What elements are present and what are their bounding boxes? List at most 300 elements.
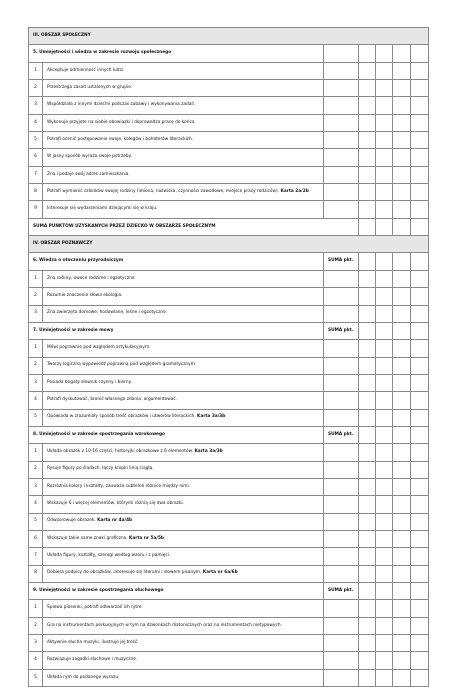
item-text: Potrafi wymienić członków swojej rodziny (imiona, nazwiska, czynności zawodowe, miejsce pracy rodziców). [47,188,280,194]
score-box[interactable] [359,305,376,322]
score-box [359,253,376,270]
item-spacer [324,374,359,391]
score-box[interactable] [376,409,393,426]
item-spacer [324,530,359,547]
item-description [43,409,324,426]
item-number: 5 [29,513,43,530]
item-description [43,496,324,513]
item-description [43,166,324,183]
score-box[interactable] [359,80,376,97]
category-title: 6. Wiedza o otoczeniu przyrodniczym [29,253,324,270]
score-box[interactable] [359,218,376,235]
score-box [411,322,429,339]
item-spacer [324,149,359,166]
score-box[interactable] [411,374,429,391]
score-box[interactable] [359,374,376,391]
item-description [43,461,324,478]
score-box[interactable] [393,600,411,617]
item-spacer [324,132,359,149]
item-number: 8 [29,184,43,201]
score-box[interactable] [359,340,376,357]
score-box[interactable] [359,149,376,166]
item-description [43,530,324,547]
item-spacer [324,201,359,218]
score-box[interactable] [411,305,429,322]
score-box [376,583,393,600]
item-description [43,444,324,461]
item-number: 3 [29,478,43,495]
score-box[interactable] [359,600,376,617]
item-spacer [324,617,359,634]
score-box[interactable] [411,461,429,478]
score-box[interactable] [393,80,411,97]
category-title: 7. Umiejętności w zakresie mowy [29,322,324,339]
item-description [43,270,324,287]
item-text: Potrafi dyskutować, bronić własnego zdania, argumentować. [47,397,178,403]
criteria-row [29,461,429,478]
item-number: 3 [29,374,43,391]
score-box [359,322,376,339]
score-box[interactable] [411,149,429,166]
criteria-row [29,565,429,582]
score-box [393,583,411,600]
item-spacer [324,496,359,513]
item-number: 1 [29,600,43,617]
item-text: Potrafi ocenić postępowanie swoje, kolegów i bohaterów literackich. [47,136,194,142]
score-box[interactable] [411,80,429,97]
category-title: 9. Umiejętności w zakresie spostrzegania słuchowego [29,583,324,600]
item-number: 7 [29,548,43,565]
score-box[interactable] [359,288,376,305]
score-box[interactable] [393,478,411,495]
category-header-row [29,45,429,62]
score-box [393,45,411,62]
score-box[interactable] [376,80,393,97]
item-number: 8 [29,565,43,582]
category-title: 5. Umiejętności i wiedza w zakresie rozwoju społecznego [29,45,324,62]
item-text: Układa rym do podanego wyrazu. [47,674,120,680]
item-text: Rozróżnia kolory i kształty, zauważa subtelne różnice między nimi. [47,483,191,489]
score-box[interactable] [376,149,393,166]
score-box[interactable] [376,461,393,478]
criteria-row [29,635,429,652]
item-number: 2 [29,617,43,634]
score-box [393,322,411,339]
criteria-row [29,80,429,97]
item-description [43,62,324,79]
area-total-label: SUMA PUNKTÓW UZYSKANYCH PRZEZ DZIECKO W OBSZARZE SPOŁECZNYM [29,218,359,235]
item-spacer [324,669,359,686]
item-text: W jasny sposób wyraża swoje potrzeby. [47,154,132,160]
score-box[interactable] [359,184,376,201]
item-text: Zna zwierzęta domowe, hodowlane, leśne i egzotyczne. [47,310,168,316]
item-number: 1 [29,62,43,79]
score-box[interactable] [393,392,411,409]
worksheet-reference: Karta 3a/3b [194,449,223,455]
score-box[interactable] [393,305,411,322]
score-box [376,45,393,62]
score-box[interactable] [359,357,376,374]
criteria-row [29,669,429,686]
score-box[interactable] [393,166,411,183]
criteria-row [29,270,429,287]
worksheet-reference: Karta 3a/3b [197,414,226,420]
worksheet-reference: Karta nr 4a/4b [97,518,133,524]
criteria-row [29,617,429,634]
item-spacer [324,444,359,461]
score-box[interactable] [411,392,429,409]
score-box[interactable] [393,357,411,374]
item-text: Tworzy logiczną wypowiedź poprawną pod względem gramatycznym. [47,362,197,368]
score-box [359,426,376,443]
score-box[interactable] [393,548,411,565]
category-header-row [29,583,429,600]
worksheet-reference: Karta 2a/2b [280,188,309,194]
category-sum-label: SUMA pkt. [324,426,359,443]
item-text: Zna rośliny, owoce rodzime i egzotyczne. [47,275,136,281]
item-description [43,357,324,374]
score-box[interactable] [359,496,376,513]
criteria-row [29,496,429,513]
criteria-row [29,357,429,374]
item-spacer [324,409,359,426]
item-text: Śpiewa piosenki, potrafi odtwarzać ich rytm. [47,605,143,611]
item-description [43,600,324,617]
score-box[interactable] [376,496,393,513]
score-box[interactable] [376,166,393,183]
score-box[interactable] [376,565,393,582]
score-box[interactable] [359,201,376,218]
score-box[interactable] [359,530,376,547]
score-box[interactable] [411,201,429,218]
score-box[interactable] [359,270,376,287]
item-text: Rysuje figury po śladach, łączy kropki linią ciągłą. [47,466,154,472]
score-box[interactable] [393,374,411,391]
item-number: 4 [29,496,43,513]
section-title: IV. OBSZAR POZNAWCZY [29,236,429,253]
score-box[interactable] [411,132,429,149]
score-box[interactable] [393,62,411,79]
score-box[interactable] [359,669,376,686]
score-box[interactable] [393,530,411,547]
section-header-row [29,236,429,253]
item-description [43,114,324,131]
score-box[interactable] [359,548,376,565]
score-box[interactable] [393,149,411,166]
score-box[interactable] [376,270,393,287]
item-description [43,548,324,565]
score-box[interactable] [376,97,393,114]
score-box[interactable] [376,357,393,374]
score-box[interactable] [359,652,376,669]
score-box[interactable] [359,444,376,461]
item-number: 3 [29,97,43,114]
criteria-row [29,149,429,166]
criteria-row [29,132,429,149]
score-box[interactable] [359,513,376,530]
item-number: 3 [29,635,43,652]
score-box[interactable] [376,340,393,357]
score-box[interactable] [376,305,393,322]
score-box[interactable] [393,617,411,634]
score-box[interactable] [359,478,376,495]
score-box[interactable] [411,530,429,547]
category-sum-label: SUMA pkt. [324,322,359,339]
category-header-row [29,322,429,339]
item-description [43,669,324,686]
score-box[interactable] [359,409,376,426]
score-box[interactable] [376,184,393,201]
score-box [376,253,393,270]
score-box[interactable] [411,548,429,565]
item-description [43,652,324,669]
item-spacer [324,80,359,97]
item-spacer [324,305,359,322]
worksheet-reference: Karta nr 6a/6b [202,570,238,576]
score-box[interactable] [376,617,393,634]
item-number: 3 [29,305,43,322]
score-box[interactable] [393,496,411,513]
item-spacer [324,166,359,183]
item-description [43,288,324,305]
score-box[interactable] [411,478,429,495]
criteria-row [29,409,429,426]
score-box[interactable] [393,340,411,357]
item-spacer [324,548,359,565]
category-sum-label: SUMA pkt. [324,253,359,270]
item-number: 1 [29,270,43,287]
score-box [393,426,411,443]
criteria-row [29,530,429,547]
score-box[interactable] [393,444,411,461]
score-box[interactable] [376,392,393,409]
assessment-form-table [28,27,429,687]
score-box[interactable] [393,461,411,478]
score-box[interactable] [376,600,393,617]
item-text: Rozumie znaczenie słowa ekologia. [47,292,123,298]
criteria-row [29,288,429,305]
score-box [359,583,376,600]
score-box[interactable] [411,218,429,235]
score-box[interactable] [376,652,393,669]
score-box[interactable] [393,218,411,235]
item-text: Posiada bogaty słownik czynny i bierny. [47,379,132,385]
criteria-row [29,444,429,461]
item-spacer [324,513,359,530]
category-sum-label: SUMA pkt. [324,583,359,600]
score-box[interactable] [393,270,411,287]
item-description [43,392,324,409]
score-box[interactable] [376,114,393,131]
item-number: 5 [29,132,43,149]
item-description [43,565,324,582]
score-box[interactable] [359,635,376,652]
item-spacer [324,652,359,669]
item-text: Rozwiązuje zagadki słuchowe i muzyczne. [47,657,138,663]
criteria-row [29,305,429,322]
score-box[interactable] [359,392,376,409]
item-spacer [324,340,359,357]
score-box[interactable] [376,530,393,547]
section-title: III. OBSZAR SPOŁECZNY [29,28,429,45]
score-box[interactable] [411,565,429,582]
criteria-row [29,600,429,617]
score-box[interactable] [359,62,376,79]
item-spacer [324,62,359,79]
item-spacer [324,288,359,305]
item-spacer [324,392,359,409]
item-spacer [324,461,359,478]
score-box [411,583,429,600]
score-box[interactable] [411,62,429,79]
score-box[interactable] [393,114,411,131]
score-box[interactable] [411,617,429,634]
score-box[interactable] [393,565,411,582]
score-box[interactable] [411,184,429,201]
criteria-row [29,201,429,218]
score-box[interactable] [411,600,429,617]
item-number: 2 [29,357,43,374]
item-number: 1 [29,340,43,357]
score-box[interactable] [376,444,393,461]
item-spacer [324,635,359,652]
item-text: Układa figury, kształty, szeregi według wzoru i z pamięci. [47,553,171,559]
item-description [43,132,324,149]
score-box [411,426,429,443]
score-box [393,253,411,270]
criteria-row [29,652,429,669]
score-box[interactable] [411,357,429,374]
item-description [43,478,324,495]
score-box[interactable] [359,166,376,183]
score-box[interactable] [359,132,376,149]
item-description [43,513,324,530]
item-description [43,201,324,218]
score-box[interactable] [376,132,393,149]
score-box[interactable] [393,669,411,686]
item-number: 5 [29,409,43,426]
score-box[interactable] [411,496,429,513]
item-description [43,149,324,166]
criteria-row [29,374,429,391]
score-box[interactable] [393,97,411,114]
item-description [43,635,324,652]
score-box[interactable] [411,669,429,686]
score-box[interactable] [359,461,376,478]
score-box[interactable] [393,184,411,201]
worksheet-reference: Karta nr 5a/5b [129,535,165,541]
score-box[interactable] [376,218,393,235]
score-box[interactable] [411,513,429,530]
score-box[interactable] [411,409,429,426]
item-number: 5 [29,669,43,686]
criteria-row [29,166,429,183]
score-box[interactable] [393,132,411,149]
score-box[interactable] [359,114,376,131]
item-number: 2 [29,80,43,97]
score-box[interactable] [411,635,429,652]
score-box[interactable] [393,201,411,218]
area-total-row [29,218,429,235]
score-box[interactable] [376,513,393,530]
criteria-row [29,548,429,565]
item-text: Odwzorowuje obrazek. [47,518,96,524]
score-box[interactable] [411,166,429,183]
score-box[interactable] [411,652,429,669]
criteria-row [29,184,429,201]
criteria-row [29,340,429,357]
score-box[interactable] [411,270,429,287]
category-header-row [29,426,429,443]
score-box[interactable] [376,201,393,218]
criteria-row [29,478,429,495]
item-number: 2 [29,461,43,478]
score-box[interactable] [376,374,393,391]
item-number: 7 [29,166,43,183]
score-box[interactable] [376,669,393,686]
category-header-row [29,253,429,270]
item-number: 4 [29,392,43,409]
item-text: Przestrzega zasad ustalonych w grupie. [47,84,133,90]
item-text: Zna i podaje swój adres zamieszkania. [47,171,130,177]
criteria-row [29,392,429,409]
score-box[interactable] [376,62,393,79]
score-box[interactable] [359,97,376,114]
score-box [376,322,393,339]
score-box[interactable] [411,288,429,305]
score-box[interactable] [359,617,376,634]
item-description [43,80,324,97]
item-text: Aktywnie słucha muzyki, ilustruje jej treść. [47,639,139,645]
item-description [43,374,324,391]
item-spacer [324,478,359,495]
score-box[interactable] [376,478,393,495]
item-number: 6 [29,149,43,166]
item-description [43,97,324,114]
score-box[interactable] [393,635,411,652]
score-box[interactable] [393,409,411,426]
category-sum-label [324,45,359,62]
item-spacer [324,600,359,617]
item-text: Współdziała z innymi dziećmi podczas zabawy i wykonywania zadań. [47,102,196,108]
item-text: Gra na instrumentach perkusyjnych w tym na dzwonkach diatonicznych oraz na instrumentach nietypowych. [47,622,282,628]
score-box [411,253,429,270]
criteria-row [29,513,429,530]
item-number: 6 [29,530,43,547]
score-box[interactable] [393,513,411,530]
score-box [376,426,393,443]
score-box[interactable] [411,114,429,131]
item-text: Wskazuje takie same znaki graficzne. [47,535,128,541]
score-box[interactable] [376,635,393,652]
section-header-row [29,28,429,45]
item-text: Interesuje się wydarzeniami dziejącymi się w kraju. [47,206,158,212]
item-text: Akceptuje odmienność innych ludzi. [47,67,125,73]
item-spacer [324,97,359,114]
criteria-row [29,62,429,79]
score-box[interactable] [411,444,429,461]
criteria-row [29,97,429,114]
score-box[interactable] [376,288,393,305]
item-number: 9 [29,201,43,218]
item-description [43,184,324,201]
score-box[interactable] [411,97,429,114]
score-box[interactable] [376,548,393,565]
score-box[interactable] [359,565,376,582]
score-box[interactable] [393,288,411,305]
score-box[interactable] [393,652,411,669]
score-box[interactable] [411,340,429,357]
